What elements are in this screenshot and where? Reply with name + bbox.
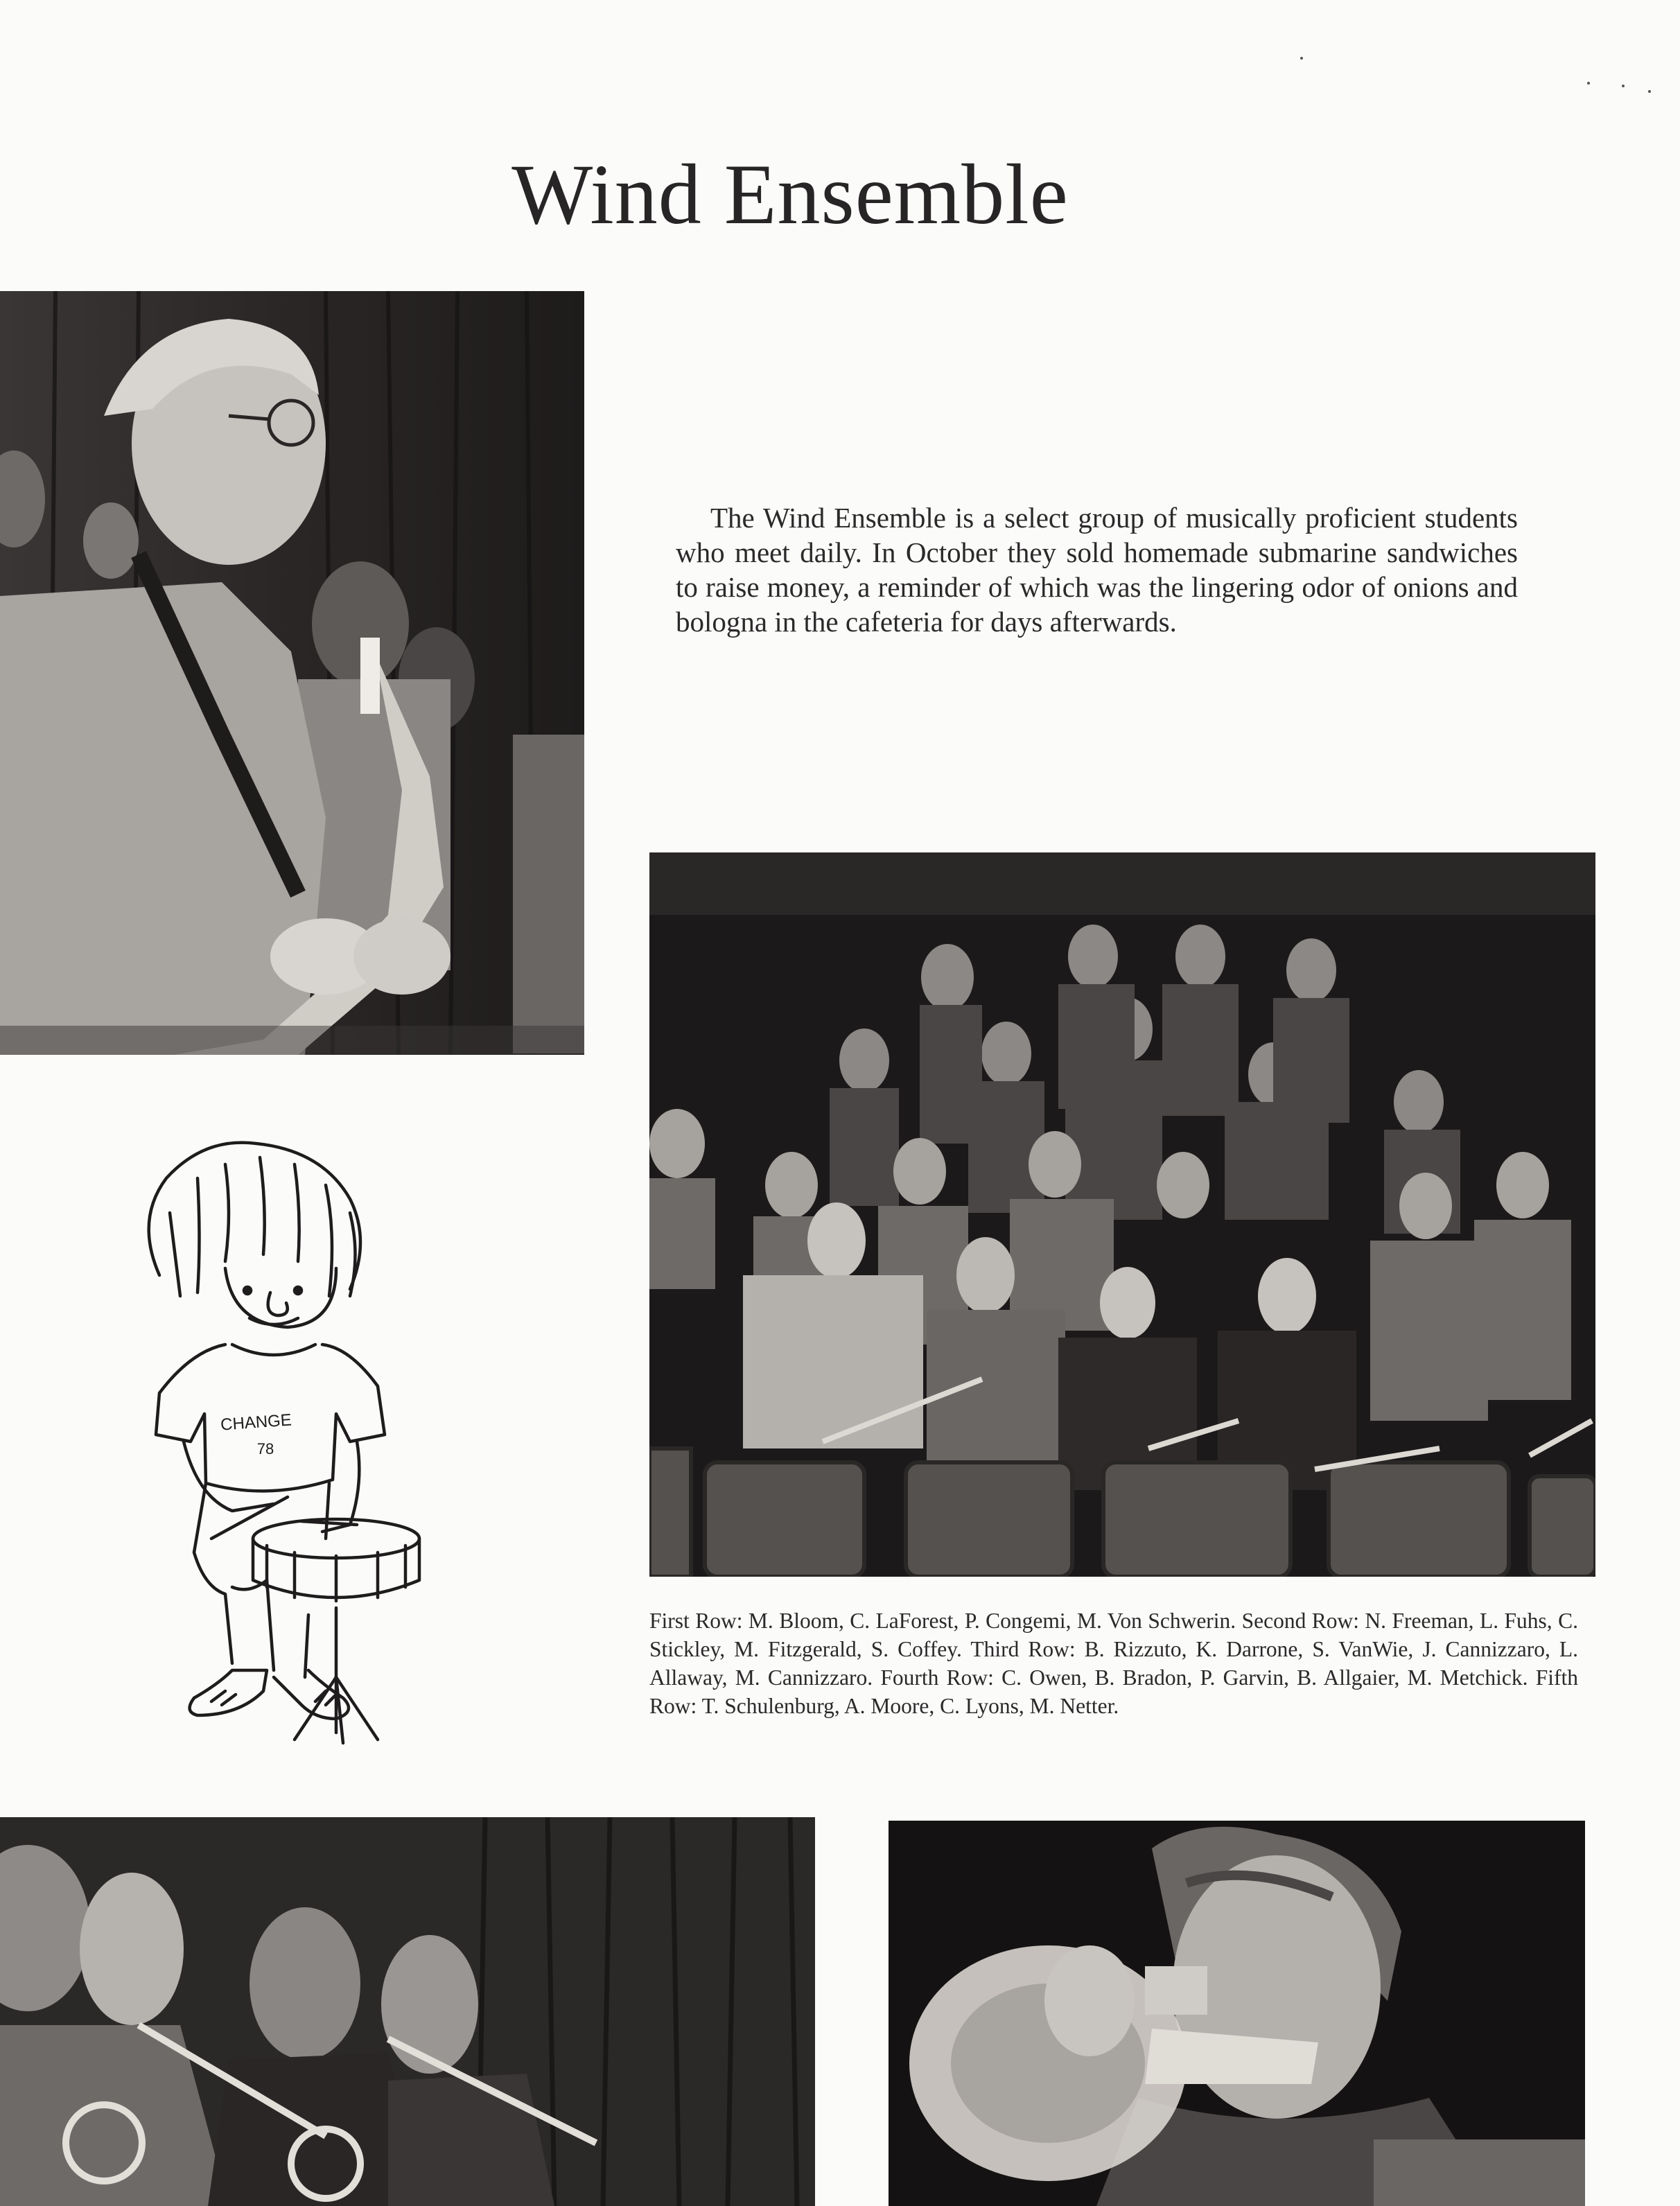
page-speck xyxy=(1587,82,1590,85)
group-photo-caption: First Row: M. Bloom, C. LaForest, P. Congemi, M. Von Schwerin. Second Row: N. Freeman, L. Fuhs, C. Stickley, M. Fitzgerald, S. Coffey. Third Row: B. Rizzuto, K. Darrone, S. VanWie, J. Cannizzaro, L. Allaway, M. Cannizzaro. Fourth Row: C. Owen, B. Bradon, P. Garvin, B. Allgaier, M. Metchick. Fifth Row: T. Schulenburg, A. Moore, C. Lyons, M. Netter. xyxy=(649,1609,1578,1718)
photo-trumpet-soloist xyxy=(889,1821,1585,2206)
photo-group-portrait xyxy=(649,852,1595,1577)
page-speck xyxy=(1300,57,1303,60)
photo-trumpet-section xyxy=(0,1817,815,2206)
cartoon-drummer-drawing xyxy=(128,1137,454,1747)
shirt-text-line1: CHANGE xyxy=(220,1410,292,1435)
page-title: Wind Ensemble xyxy=(511,147,1069,242)
shirt-text-line2: 78 xyxy=(256,1440,274,1457)
intro-paragraph: The Wind Ensemble is a select group of musically proficient students who meet daily. In October they sold homemade submarine sandwiches to raise money, a reminder of which was the lingering odor of onions and bologna in the cafeteria for days afterwards. xyxy=(676,502,1518,638)
page-speck xyxy=(1648,90,1651,93)
photo-saxophone-player xyxy=(0,291,584,1055)
page-speck xyxy=(1622,85,1625,87)
